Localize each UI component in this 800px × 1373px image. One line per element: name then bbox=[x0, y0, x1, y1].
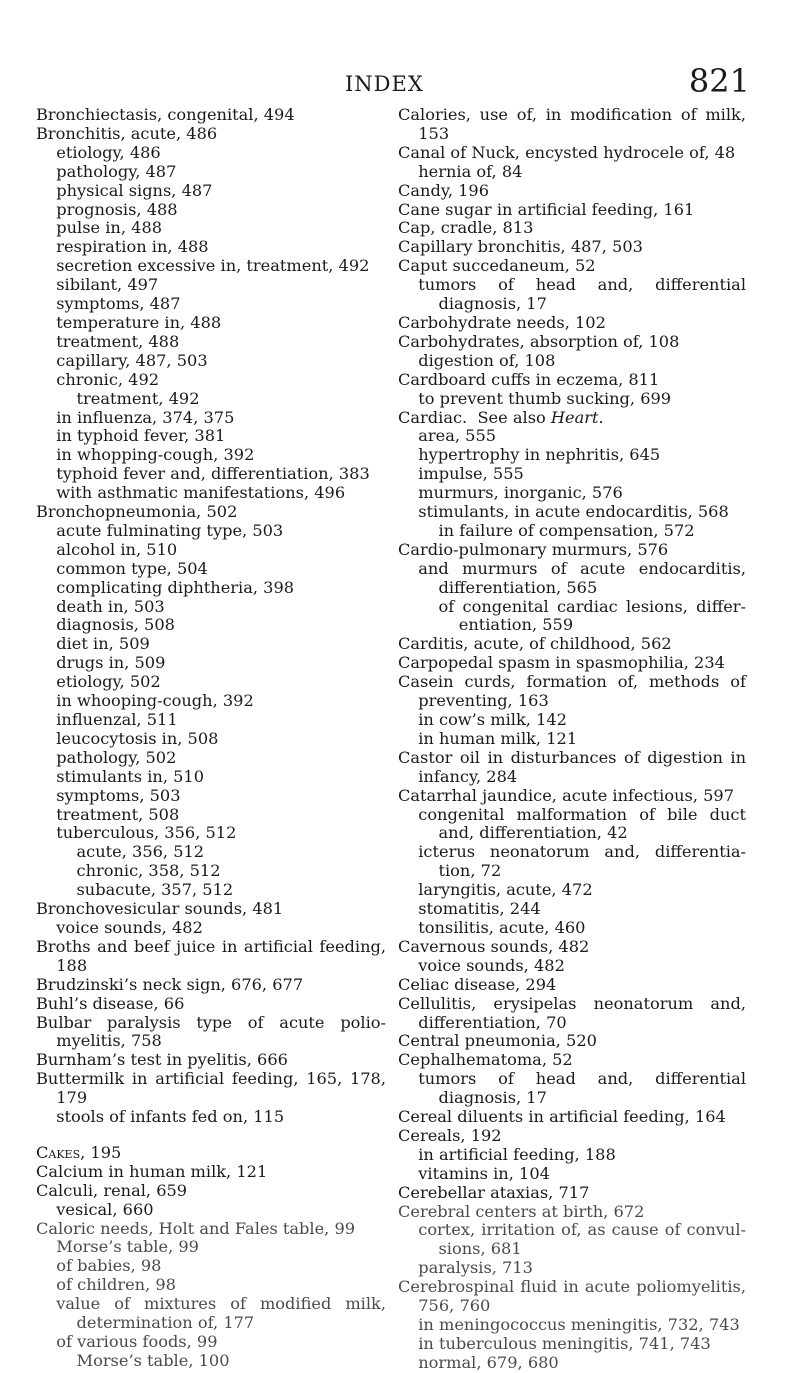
index-subentry: of babies, 98 bbox=[56, 1256, 162, 1276]
index-entry: Cardiac. See also Heart. bbox=[398, 407, 604, 427]
index-subentry: pulse in, 488 bbox=[56, 218, 163, 238]
index-entry: Caloric needs, Holt and Fales table, 99 bbox=[36, 1218, 356, 1238]
index-entry: Bronchopneumonia, 502 bbox=[36, 502, 238, 522]
index-subentry: in typhoid fever, 381 bbox=[56, 426, 226, 446]
index-subentry: subacute, 357, 512 bbox=[76, 880, 234, 900]
index-entry: Cereals, 192 bbox=[398, 1125, 502, 1145]
index-subentry: impulse, 555 bbox=[418, 464, 524, 484]
index-entry: Cakes, 195 bbox=[36, 1142, 122, 1162]
index-subentry: chronic, 358, 512 bbox=[76, 861, 221, 881]
index-subentry: Morse’s table, 100 bbox=[76, 1350, 230, 1370]
index-subentry: typhoid fever and, differentiation, 383 bbox=[56, 464, 370, 484]
index-subentry: stimulants in, 510 bbox=[56, 766, 205, 786]
index-entry: Cellulitis, erysipelas neonatorum and, differentiation, 70 bbox=[398, 993, 752, 1032]
index-column-left bbox=[36, 105, 392, 1371]
index-subentry: secretion excessive in, treatment, 492 bbox=[56, 256, 370, 276]
index-entry: Cavernous sounds, 482 bbox=[398, 936, 590, 956]
index-subentry: acute, 356, 512 bbox=[76, 842, 205, 862]
index-entry: Castor oil in disturbances of digestion in infancy, 284 bbox=[398, 747, 752, 786]
index-entry: Cardio-pulmonary murmurs, 576 bbox=[398, 539, 669, 559]
index-subentry: Morse’s table, 99 bbox=[56, 1237, 199, 1257]
index-subentry: laryngitis, acute, 472 bbox=[418, 880, 593, 900]
index-entry: Cephalhematoma, 52 bbox=[398, 1050, 573, 1070]
index-subentry: to prevent thumb sucking, 699 bbox=[418, 388, 672, 408]
index-subentry: diet in, 509 bbox=[56, 634, 150, 654]
index-subentry: etiology, 502 bbox=[56, 672, 161, 692]
index-subentry: murmurs, inorganic, 576 bbox=[418, 483, 623, 503]
page-number: 821 bbox=[688, 62, 750, 100]
index-subentry: acute fulminating type, 503 bbox=[56, 520, 284, 540]
index-subentry: in whopping-cough, 392 bbox=[56, 445, 255, 465]
index-entry: Candy, 196 bbox=[398, 180, 490, 200]
index-subentry: value of mixtures of modified milk, determination of, 177 bbox=[56, 1294, 392, 1333]
index-subentry: with asthmatic manifestations, 496 bbox=[56, 483, 346, 503]
index-subentry: tumors of head and, differential diagnosis, 17 bbox=[418, 1069, 752, 1108]
index-entry: Cerebrospinal fluid in acute poliomyelitis, 756, 760 bbox=[398, 1277, 752, 1316]
index-entry: Casein curds, formation of, methods of preventing, 163 bbox=[398, 672, 752, 711]
index-subentry: voice sounds, 482 bbox=[56, 917, 203, 937]
index-subentry: in cow’s milk, 142 bbox=[418, 710, 567, 729]
index-subentry: treatment, 488 bbox=[56, 331, 180, 351]
index-subentry: physical signs, 487 bbox=[56, 180, 213, 200]
index-entry: Cerebral centers at birth, 672 bbox=[398, 1201, 645, 1221]
index-column-right bbox=[398, 105, 752, 1373]
index-subentry: alcohol in, 510 bbox=[56, 539, 178, 559]
index-subentry: digestion of, 108 bbox=[418, 350, 556, 370]
index-subentry: in whooping-cough, 392 bbox=[56, 691, 254, 711]
index-subentry: common type, 504 bbox=[56, 558, 208, 578]
cross-reference: Heart. bbox=[550, 407, 604, 427]
index-subentry: pathology, 487 bbox=[56, 161, 177, 181]
index-entry: Calories, use of, in modification of milk, 153 bbox=[398, 105, 752, 143]
index-subentry: treatment, 508 bbox=[56, 804, 180, 824]
index-subentry: of congenital cardiac lesions, differ-entiation, 559 bbox=[438, 596, 746, 635]
index-subentry: complicating diphtheria, 398 bbox=[56, 577, 295, 597]
index-subentry: stools of infants fed on, 115 bbox=[56, 1107, 285, 1127]
index-subentry: tumors of head and, differential diagnosis, 17 bbox=[418, 275, 752, 314]
index-subentry: tuberculous, 356, 512 bbox=[56, 823, 237, 843]
index-subentry: vesical, 660 bbox=[56, 1199, 154, 1219]
index-entry: Carditis, acute, of childhood, 562 bbox=[398, 634, 672, 654]
index-subentry: of various foods, 99 bbox=[56, 1332, 218, 1351]
index-entry: Cardboard cuffs in eczema, 811 bbox=[398, 369, 660, 389]
index-entry: Capillary bronchitis, 487, 503 bbox=[398, 237, 643, 257]
index-subentry: voice sounds, 482 bbox=[418, 955, 565, 975]
index-subentry: drugs in, 509 bbox=[56, 653, 166, 673]
index-subentry: stomatitis, 244 bbox=[418, 899, 541, 919]
index-entry: Brudzinski’s neck sign, 676, 677 bbox=[36, 974, 304, 994]
index-entry: Celiac disease, 294 bbox=[398, 974, 557, 994]
index-subentry: paralysis, 713 bbox=[418, 1258, 533, 1278]
index-subentry: area, 555 bbox=[418, 426, 497, 446]
index-entry: Canal of Nuck, encysted hydrocele of, 48 bbox=[398, 142, 736, 162]
index-entry: Bronchovesicular sounds, 481 bbox=[36, 899, 284, 919]
index-entry: Buttermilk in artificial feeding, 165, 178, 179 bbox=[36, 1069, 392, 1108]
index-subentry: diagnosis, 508 bbox=[56, 615, 175, 635]
index-subentry: etiology, 486 bbox=[56, 142, 161, 162]
index-subentry: symptoms, 503 bbox=[56, 785, 181, 805]
index-subentry: in influenza, 374, 375 bbox=[56, 407, 235, 427]
index-subentry: symptoms, 487 bbox=[56, 294, 181, 314]
index-subentry: hernia of, 84 bbox=[418, 161, 523, 181]
index-entry: Buhl’s disease, 66 bbox=[36, 993, 185, 1013]
index-entry: Burnham’s test in pyelitis, 666 bbox=[36, 1050, 288, 1070]
index-entry: Bulbar paralysis type of acute polio-myelitis, 758 bbox=[36, 1012, 386, 1051]
index-subentry: hypertrophy in nephritis, 645 bbox=[418, 445, 661, 465]
index-subentry: prognosis, 488 bbox=[56, 199, 178, 219]
index-subentry: chronic, 492 bbox=[56, 369, 160, 389]
index-subentry: respiration in, 488 bbox=[56, 237, 209, 257]
index-subentry: and murmurs of acute endocarditis, differentiation, 565 bbox=[418, 558, 752, 597]
index-entry: Bronchiectasis, congenital, 494 bbox=[36, 105, 295, 124]
index-subentry: temperature in, 488 bbox=[56, 312, 222, 332]
index-entry: Cereal diluents in artificial feeding, 164 bbox=[398, 1107, 726, 1127]
index-subentry: leucocytosis in, 508 bbox=[56, 728, 219, 748]
index-subentry: in meningococcus meningitis, 732, 743 bbox=[418, 1315, 740, 1334]
index-subentry: influenzal, 511 bbox=[56, 710, 178, 729]
index-subentry: pathology, 502 bbox=[56, 747, 177, 767]
index-subentry: in tuberculous meningitis, 741, 743 bbox=[418, 1333, 711, 1353]
index-subentry: in failure of compensation, 572 bbox=[438, 520, 695, 540]
index-subentry: sibilant, 497 bbox=[56, 275, 159, 295]
index-entry: Calcium in human milk, 121 bbox=[36, 1161, 268, 1181]
index-entry: Central pneumonia, 520 bbox=[398, 1031, 597, 1051]
index-subentry: normal, 679, 680 bbox=[418, 1352, 559, 1372]
running-header-title: INDEX bbox=[345, 72, 424, 96]
index-entry: Carpopedal spasm in spasmophilia, 234 bbox=[398, 653, 725, 673]
index-entry: Cap, cradle, 813 bbox=[398, 218, 534, 238]
index-subentry: icterus neonatorum and, differentia-tion, 72 bbox=[418, 842, 746, 881]
index-subentry: of children, 98 bbox=[56, 1275, 176, 1295]
index-subentry: tonsilitis, acute, 460 bbox=[418, 917, 586, 937]
index-subentry: in human milk, 121 bbox=[418, 728, 578, 748]
index-subentry: in artificial feeding, 188 bbox=[418, 1144, 616, 1164]
index-subentry: treatment, 492 bbox=[76, 388, 200, 408]
index-entry: Cane sugar in artificial feeding, 161 bbox=[398, 199, 695, 219]
index-entry: Bronchitis, acute, 486 bbox=[36, 123, 218, 143]
index-entry: Cerebellar ataxias, 717 bbox=[398, 1182, 590, 1202]
index-entry: Calculi, renal, 659 bbox=[36, 1180, 188, 1200]
index-entry: Carbohydrate needs, 102 bbox=[398, 312, 606, 332]
index-subentry: vitamins in, 104 bbox=[418, 1163, 550, 1183]
index-subentry: capillary, 487, 503 bbox=[56, 350, 208, 370]
index-entry: Carbohydrates, absorption of, 108 bbox=[398, 331, 680, 351]
index-entry: Broths and beef juice in artificial feeding, 188 bbox=[36, 936, 392, 975]
index-entry: Caput succedaneum, 52 bbox=[398, 256, 596, 276]
index-subentry: congenital malformation of bile duct and, differentiation, 42 bbox=[418, 804, 752, 843]
index-subentry: cortex, irritation of, as cause of convul-sions, 681 bbox=[418, 1220, 746, 1259]
index-subentry: stimulants, in acute endocarditis, 568 bbox=[418, 502, 729, 522]
index-entry: Catarrhal jaundice, acute infectious, 597 bbox=[398, 785, 735, 805]
index-subentry: death in, 503 bbox=[56, 596, 165, 616]
